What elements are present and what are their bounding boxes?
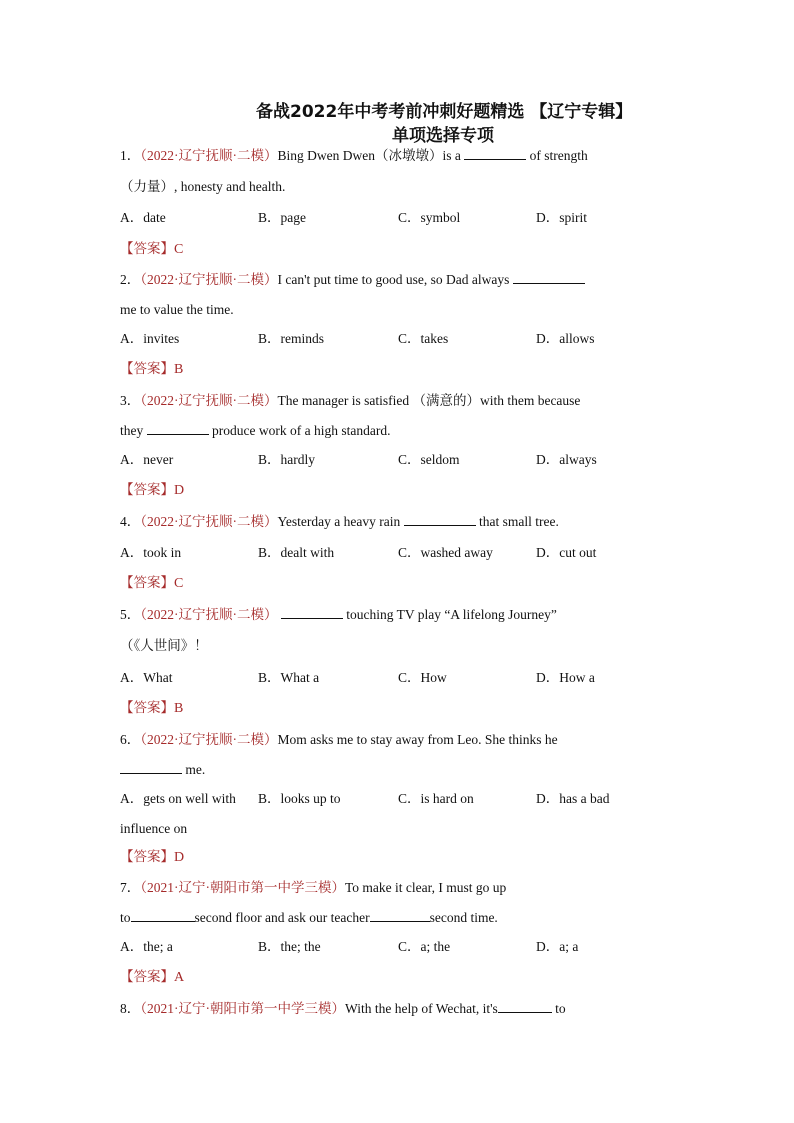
page-subtitle: 单项选择专项 [392, 126, 494, 146]
question-7-stem: 7．（2021·辽宁·朝阳市第一中学三模）To make it clear, I must go up [120, 880, 507, 895]
option-a: A．invites [120, 331, 180, 346]
option-c: C．a; the [398, 939, 451, 954]
question-4-stem: 4．（2022·辽宁抚顺·二模）Yesterday a heavy rain that small tree. [120, 514, 559, 529]
option-d: D．always [536, 452, 597, 467]
option-b: B．looks up to [258, 791, 341, 806]
question-1-stem-cont: （力量）, honesty and health. [120, 179, 286, 194]
question-8-stem: 8．（2021·辽宁·朝阳市第一中学三模）With the help of Wechat, it's to [120, 1001, 566, 1016]
option-a: A．date [120, 210, 166, 225]
question-source: （2021·辽宁·朝阳市第一中学三模） [140, 880, 345, 895]
question-3-stem: 3．（2022·辽宁抚顺·二模）The manager is satisfied （满意的）with them because [120, 393, 581, 408]
answer-blank [131, 909, 195, 922]
answer-line: 【答案】C [120, 241, 184, 257]
question-source: （2022·辽宁抚顺·二模） [140, 148, 278, 163]
answer-line: 【答案】D [120, 849, 185, 865]
option-a: A．the; a [120, 939, 173, 954]
answer-blank [464, 147, 526, 160]
question-source: （2022·辽宁抚顺·二模） [140, 393, 278, 408]
answer-line: 【答案】A [120, 969, 185, 985]
answer-blank [281, 606, 343, 619]
option-b: B．hardly [258, 452, 315, 467]
question-2-stem-cont: me to value the time. [120, 302, 234, 317]
option-c: C．symbol [398, 210, 461, 225]
question-source: （2022·辽宁抚顺·二模） [140, 732, 278, 747]
option-a: A．What [120, 670, 173, 685]
option-d: D．allows [536, 331, 595, 346]
option-b: B．dealt with [258, 545, 335, 560]
option-c: C．seldom [398, 452, 460, 467]
question-source: （2021·辽宁·朝阳市第一中学三模） [140, 1001, 345, 1016]
option-c: C．takes [398, 331, 449, 346]
answer-blank [513, 271, 585, 284]
question-6-stem-cont: me. [120, 761, 205, 779]
answer-blank [370, 909, 430, 922]
answer-blank [120, 761, 182, 774]
option-d: D．spirit [536, 210, 588, 225]
answer-line: 【答案】D [120, 482, 185, 498]
option-d: D．How a [536, 670, 595, 685]
question-1-stem: 1．（2022·辽宁抚顺·二模）Bing Dwen Dwen（冰墩墩）is a of strength [120, 148, 588, 163]
option-c: C．washed away [398, 545, 493, 560]
answer-blank [404, 513, 476, 526]
answer-line: 【答案】C [120, 575, 184, 591]
option-a: A．took in [120, 545, 182, 560]
option-c: C．is hard on [398, 791, 474, 806]
option-d: D．a; a [536, 939, 579, 954]
answer-line: 【答案】B [120, 361, 184, 377]
option-d: D．has a bad [536, 791, 610, 806]
question-6-stem: 6．（2022·辽宁抚顺·二模）Mom asks me to stay away from Leo. She thinks he [120, 732, 558, 747]
question-2-stem: 2．（2022·辽宁抚顺·二模）I can't put time to good use, so Dad always [120, 271, 585, 289]
answer-line: 【答案】B [120, 700, 184, 716]
question-7-stem-cont: to second floor and ask our teacher second time. [120, 910, 498, 925]
question-3-stem-cont: they produce work of a high standard. [120, 423, 391, 438]
question-source: （2022·辽宁抚顺·二模） [140, 607, 278, 622]
option-a: A．gets on well with [120, 791, 236, 806]
option-d: D．cut out [536, 545, 597, 560]
answer-blank [147, 422, 209, 435]
question-source: （2022·辽宁抚顺·二模） [140, 272, 278, 287]
question-5-stem-cont: （《人世间》！ [120, 638, 208, 653]
option-b: B．page [258, 210, 306, 225]
option-c: C．How [398, 670, 447, 685]
page-title: 备战2022年中考考前冲刺好题精选 【辽宁专辑】 [256, 102, 633, 122]
option-b: B．reminds [258, 331, 324, 346]
question-5-stem: 5．（2022·辽宁抚顺·二模） touching TV play “A lifelong Journey” [120, 607, 557, 622]
option-b: B．the; the [258, 939, 321, 954]
option-d-cont: influence on [120, 821, 188, 836]
option-b: B．What a [258, 670, 320, 685]
question-source: （2022·辽宁抚顺·二模） [140, 514, 278, 529]
option-a: A．never [120, 452, 174, 467]
answer-blank [498, 1000, 552, 1013]
